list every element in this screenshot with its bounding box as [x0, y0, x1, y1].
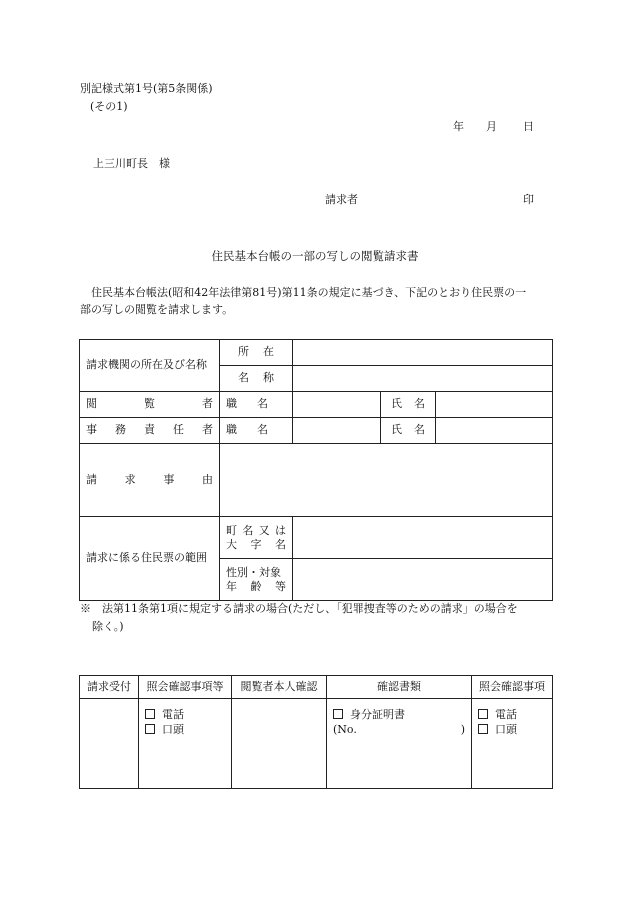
viewer-name-label: 氏 名	[381, 392, 436, 418]
responsible-label: 事 務 責 任 者	[80, 418, 220, 444]
addressee: 上三川町長 様	[93, 157, 170, 170]
viewer-name-field[interactable]	[436, 392, 553, 418]
date-day-label: 日	[523, 120, 534, 133]
inquiry-items-cell	[139, 699, 232, 789]
header-inquiry-items: 照会確認事項等	[139, 676, 232, 699]
verbal-option[interactable]: 口頭	[478, 723, 546, 738]
header-reception: 請求受付	[80, 676, 139, 699]
form-sub-number: (その1)	[90, 100, 128, 113]
phone-option[interactable]: 電話	[145, 708, 225, 723]
responsible-name-label: 氏 名	[381, 418, 436, 444]
note-line-2: 除く。)	[92, 620, 124, 633]
viewer-position-label: 職 名	[220, 392, 293, 418]
inquiry-check-cell	[472, 699, 553, 789]
checkbox[interactable]	[145, 709, 155, 719]
id-card-option[interactable]: 身分証明書	[333, 708, 465, 723]
id-number-field[interactable]: (No. )	[333, 723, 465, 736]
date-month-label: 月	[486, 120, 497, 133]
target-label: 性別・対象 年 齢 等	[220, 559, 293, 601]
header-documents: 確認書類	[327, 676, 472, 699]
date-year-label: 年	[453, 120, 464, 133]
viewer-label: 閲 覧 者	[80, 392, 220, 418]
verbal-option[interactable]: 口頭	[145, 723, 225, 738]
institution-label: 請求機関の所在及び名称	[80, 340, 220, 392]
location-label: 所 在	[220, 340, 293, 366]
header-inquiry-check: 照会確認事項	[472, 676, 553, 699]
requester-label: 請求者	[325, 193, 358, 206]
name-label: 名 称	[220, 366, 293, 392]
body-line-2: 部の写しの閲覧を請求します。	[80, 303, 234, 316]
phone-option[interactable]: 電話	[478, 708, 546, 723]
name-field[interactable]	[293, 366, 553, 392]
range-label: 請求に係る住民票の範囲	[80, 517, 220, 601]
documents-cell	[327, 699, 472, 789]
target-field[interactable]	[293, 559, 553, 601]
note-line-1: ※ 法第11条第1項に規定する請求の場合(ただし、「犯罪捜査等のための請求」の場合を	[80, 602, 518, 615]
location-field[interactable]	[293, 340, 553, 366]
town-label: 町 名 又 は 大 字 名	[220, 517, 293, 559]
seal-mark: 印	[523, 193, 534, 206]
town-field[interactable]	[293, 517, 553, 559]
checkbox[interactable]	[478, 724, 488, 734]
office-use-table	[79, 675, 553, 789]
responsible-name-field[interactable]	[436, 418, 553, 444]
viewer-identity-cell[interactable]	[232, 699, 327, 789]
body-line-1: 住民基本台帳法(昭和42年法律第81号)第11条の規定に基づき、下記のとおり住民票の一	[91, 286, 527, 299]
responsible-position-label: 職 名	[220, 418, 293, 444]
reason-field[interactable]	[220, 444, 553, 517]
reception-cell[interactable]	[80, 699, 139, 789]
checkbox[interactable]	[478, 709, 488, 719]
form-number: 別記様式第1号(第5条関係)	[80, 82, 213, 95]
header-viewer-identity: 閲覧者本人確認	[232, 676, 327, 699]
checkbox[interactable]	[333, 709, 343, 719]
reason-label: 請 求 事 由	[80, 444, 220, 517]
checkbox[interactable]	[145, 724, 155, 734]
responsible-position-field[interactable]	[293, 418, 381, 444]
request-table	[79, 339, 553, 601]
viewer-position-field[interactable]	[293, 392, 381, 418]
document-title: 住民基本台帳の一部の写しの閲覧請求書	[211, 249, 419, 263]
